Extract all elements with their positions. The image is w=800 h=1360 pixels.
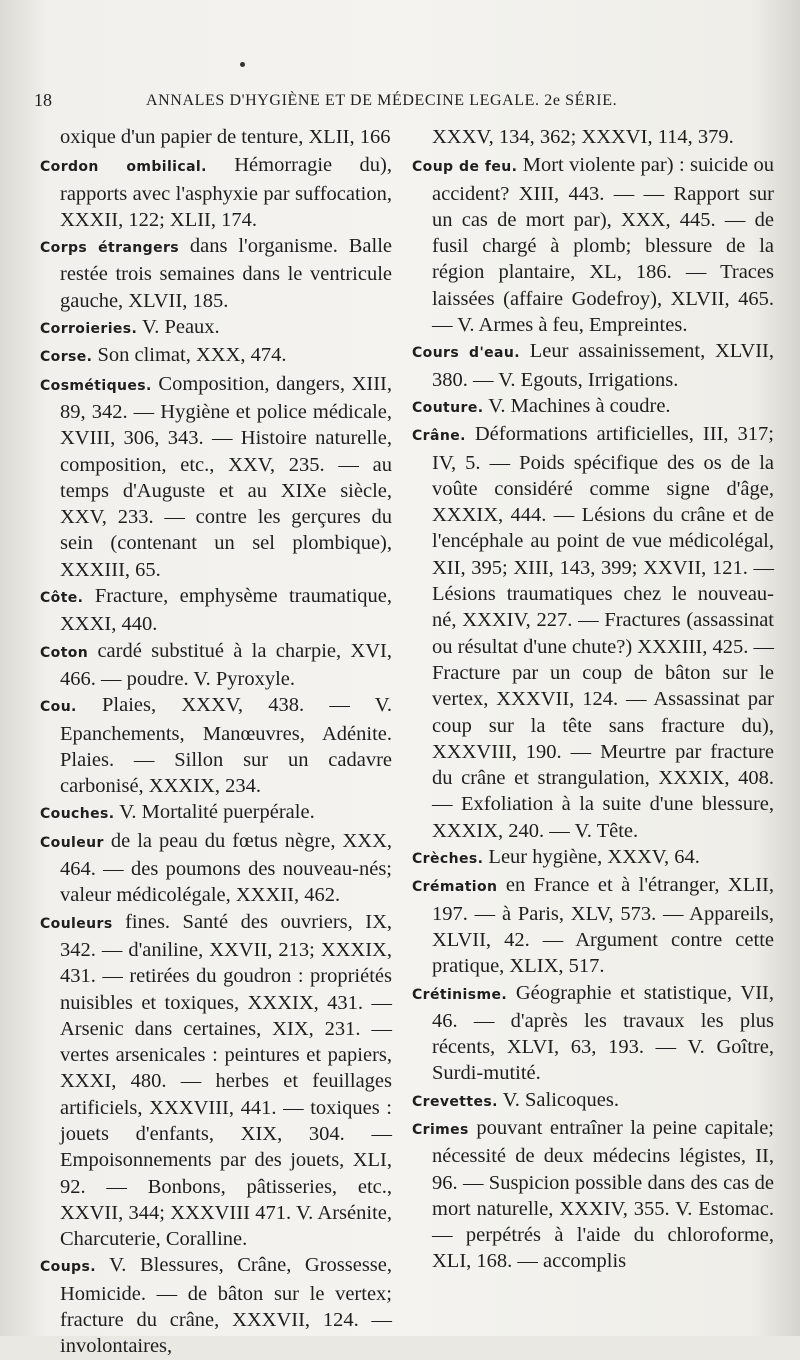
entry-headword: Cosmétiques. bbox=[40, 377, 152, 394]
entry-text: cardé substitué à la charpie, XVI, 466. — poudre. V. Pyroxyle. bbox=[60, 639, 392, 690]
entry-headword: Corse. bbox=[40, 349, 93, 366]
index-entry bbox=[40, 152, 392, 233]
entry-headword: Crémation bbox=[412, 879, 498, 896]
entry-text: V. Mortalité puerpérale. bbox=[119, 801, 315, 824]
index-entry bbox=[40, 638, 392, 693]
entry-text: fines. Santé des ouvriers, IX, 342. — d'aniline, XXVII, 213; XXXIX, 431. — retirées du goudron : propriétés nuisibles et toxiques, XXXIX, 431. — Arsenic dans certaines, XIX, 231. — vertes arsenicales : peintures et papiers, XXXI, 480. — herbes et feuillages artificiels, XXXVIII, 441. — toxiques : jouets d'enfants, XIX, 304. — Empoisonnements par des jouets, XLI, 92. — Bonbons, pâtisseries, etc., XXVII, 344; XXXVIII 471. V. Arsénite, Charcuterie, Coralline. bbox=[60, 910, 393, 1251]
entry-headword: Couture. bbox=[412, 399, 484, 416]
index-entry bbox=[412, 393, 774, 421]
index-entry: oxique d'un papier de tenture, XLII, 166 bbox=[60, 126, 391, 148]
entry-text: en France et à l'étranger, XLII, 197. — à Paris, XLV, 573. — Appareils, XLVII, 42. — Argument contre cette pratique, XLIX, 517. bbox=[432, 874, 775, 978]
entry-headword: Coton bbox=[40, 644, 89, 661]
entry-text: Fracture, emphysème traumatique, XXXI, 440. bbox=[60, 585, 392, 636]
entry-headword: Cou. bbox=[40, 699, 77, 716]
entry-text: Géographie et statistique, VII, 46. — d'après les travaux les plus récents, XLVI, 63, 193. — V. Goître, Surdi-mutité. bbox=[432, 981, 775, 1085]
entry-text: pouvant entraîner la peine capitale; nécessité de deux médecins légistes, II, 96. — Suspicion possible dans des cas de mort naturelle, XXXIV, 355. V. Estomac. — perpétrés à l'aide du chloroforme, XLI, 168. — accomplis bbox=[432, 1116, 774, 1273]
entry-headword: Côte. bbox=[40, 590, 84, 607]
entry-text: Composition, dangers, XIII, 89, 342. — Hygiène et police médicale, XVIII, 306, 343. — Histoire naturelle, composition, etc., XXV, 235. — au temps d'Auguste et au XIXe siècle, XXV, 233. — contre les gerçures du sein (contenant un sel plombique), XXXIII, 65. bbox=[60, 372, 392, 581]
left-column bbox=[40, 124, 392, 1360]
print-speck bbox=[240, 62, 245, 67]
index-entry bbox=[412, 338, 774, 393]
entry-text: Déformations artificielles, III, 317; IV, 5. — Poids spécifique des os de la voûte considéré comme signe d'âge, XXXIX, 444. — Lésions du crâne et de l'encéphale au point de vue médicolégal, XII, 395; XIII, 143, 399; XXVII, 121. — Lésions traumatiques chez le nouveau-né, XXXIV, 227. — Fractures (assassinat ou résultat d'une chute?) XXXIII, 425. — Fracture par un coup de bâton sur le vertex, XXXVII, 124. — Assassinat par coup sur la tête sans fracture du), XXXVIII, 190. — Meurtre par fracture du crâne et strangulation, XXXIX, 408. — Exfoliation à la suite d'une blessure, XXXIX, 240. — V. Tête. bbox=[432, 423, 774, 842]
entry-headword: Crevettes. bbox=[412, 1093, 498, 1110]
page-number: 18 bbox=[34, 90, 52, 110]
index-entry bbox=[40, 828, 392, 909]
index-entry bbox=[412, 421, 774, 844]
index-entry bbox=[412, 1087, 774, 1115]
entry-text: V. Blessures, Crâne, Grossesse, Homicide. — de bâton sur le vertex; fracture du crâne, XXXVII, 124. — involontaires, bbox=[60, 1254, 392, 1358]
index-entry bbox=[40, 371, 392, 583]
index-entry bbox=[412, 1115, 774, 1275]
entry-headword: Cordon ombilical. bbox=[40, 159, 207, 176]
entry-headword: Couches. bbox=[40, 806, 115, 823]
entry-text: Hémorragie du), rapports avec l'asphyxie par suffocation, XXXII, 122; XLII, 174. bbox=[60, 154, 392, 231]
running-title: ANNALES D'HYGIÈNE ET DE MÉDECINE LEGALE. 2e SÉRIE. bbox=[146, 92, 618, 109]
index-entry bbox=[412, 152, 774, 338]
index-entry bbox=[40, 799, 392, 827]
entry-text: Mort violente par) : suicide ou accident? XIII, 443. — — Rapport sur un cas de mort par), XXX, 445. — de fusil chargé à plomb; blessure de la région plantaire, XL, 186. — Traces laissées (affaire Godefroy), XLVII, 465. — V. Armes à feu, Empreintes. bbox=[432, 154, 774, 337]
right-column bbox=[412, 124, 774, 1275]
index-entry bbox=[40, 342, 392, 370]
entry-headword: Crâne. bbox=[412, 428, 466, 445]
entry-headword: Couleurs bbox=[40, 915, 113, 932]
entry-text: V. Machines à coudre. bbox=[488, 394, 671, 417]
index-entry bbox=[40, 909, 392, 1253]
index-entry bbox=[40, 233, 392, 314]
entry-headword: Cours d'eau. bbox=[412, 345, 520, 362]
entry-text: Plaies, XXXV, 438. — V. Epanchements, Manœuvres, Adénite. Plaies. — Sillon sur un cadavre carbonisé, XXXIX, 234. bbox=[60, 694, 393, 798]
running-header bbox=[34, 90, 760, 112]
index-entry bbox=[40, 692, 392, 799]
entry-headword: Crimes bbox=[412, 1121, 469, 1138]
entry-text: V. Peaux. bbox=[142, 316, 220, 339]
entry-text: Leur hygiène, XXXV, 64. bbox=[488, 846, 700, 869]
entry-headword: Coups. bbox=[40, 1259, 96, 1276]
index-entry: XXXV, 134, 362; XXXVI, 114, 379. bbox=[432, 126, 734, 148]
entry-headword: Corroieries. bbox=[40, 321, 138, 338]
index-entry bbox=[412, 844, 774, 872]
index-entry bbox=[412, 872, 774, 979]
index-entry bbox=[40, 314, 392, 342]
index-entry bbox=[412, 980, 774, 1087]
index-entry bbox=[40, 583, 392, 638]
index-entry bbox=[40, 1252, 392, 1359]
entry-text: de la peau du fœtus nègre, XXX, 464. — des poumons des nouveau-nés; valeur médicolégale, XXXII, 462. bbox=[60, 829, 392, 907]
entry-text: Son climat, XXX, 474. bbox=[97, 344, 287, 367]
entry-text: dans l'organisme. Balle restée trois semaines dans le ventricule gauche, XLVII, 185. bbox=[60, 235, 392, 312]
entry-text: V. Salicoques. bbox=[502, 1088, 619, 1111]
entry-text: Leur assainissement, XLVII, 380. — V. Egouts, Irrigations. bbox=[432, 340, 774, 391]
entry-headword: Crèches. bbox=[412, 851, 484, 868]
entry-headword: Coup de feu. bbox=[412, 159, 518, 176]
entry-headword: Couleur bbox=[40, 834, 104, 851]
entry-headword: Crétinisme. bbox=[412, 986, 508, 1003]
entry-headword: Corps étrangers bbox=[40, 240, 180, 257]
